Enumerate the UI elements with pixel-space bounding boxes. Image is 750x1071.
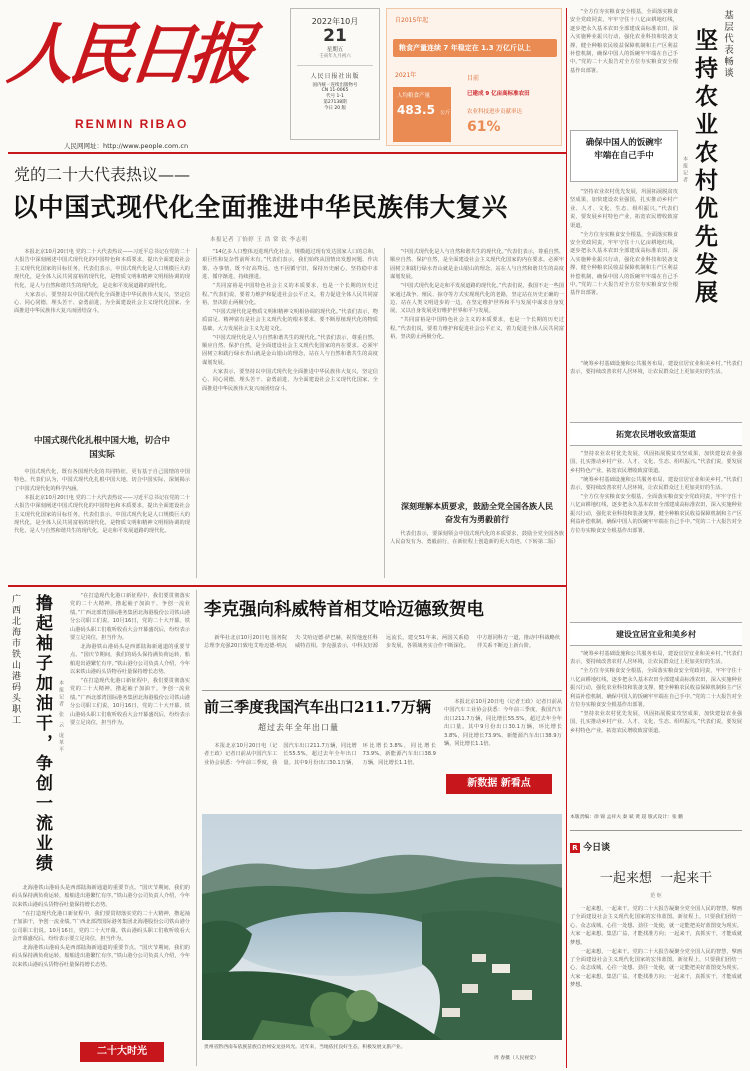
info-left-label: 人均粮食产量 [397, 93, 431, 99]
masthead-website: 人民网网址：http://www.people.com.cn [64, 142, 189, 150]
main-article-col1-b [14, 468, 190, 580]
lower-story-text [70, 592, 190, 880]
lower-para: “在打造现代化港口新征程中，我们要贯彻落实党的二十大精神，撸起袖子加油干，争创一流业绩。”广西北部湾国际港务集团北海港股份公司铁山港分公司职工们说。10月16日，党的二十大开幕。铁山港码头职工们收听收看大会开幕盛况后，纷纷表示要立足岗位，担当作为。 [12, 910, 190, 942]
side-para: “全方位夯实粮食安全根基，全面落实粮食安全党政同责，牢牢守住十八亿亩耕地红线，逐步把永久基本农田全部建成高标准农田，深入实施种业振兴行动，强化农业科技和装备支撑，健全种粮农民收益保障机制和主产区利益补偿机制，确保中国人的饭碗牢牢端在自己手中。”党的二十大报告对全方位夯实粮食安全根基作出部署。 [570, 668, 742, 708]
kq-text [204, 634, 560, 686]
masthead-rule [8, 152, 566, 154]
cn-code: CN 11-0065 [321, 88, 349, 93]
headline-kicker: 党的二十大代表热议—— [14, 165, 191, 184]
today-author: 范 炬 [650, 893, 662, 899]
landscape-photo [202, 814, 562, 1040]
kq-para: 新华社北京10月20日电 国务院总理李克强20日致电艾哈迈德·纳瓦夫·艾哈迈德·萨巴赫，祝贺他连任科威特首相。李克强表示，中科友好源远流长。建交51年来，两国关系稳步发展，各领域务实合作不断深化。中方愿同科方一道，推动中科战略伙伴关系不断迈上新台阶。 [204, 635, 560, 650]
main-article-col1 [14, 248, 190, 428]
lower-para: “在打造现代化港口新征程中，我们要贯彻落实党的二十大精神，撸起袖子加油干，争创一流业绩。”广西北部湾国际港务集团北海港股份公司铁山港分公司职工们说。10月16日，党的二十大开幕。铁山港码头职工们收听收看大会开幕盛况后，纷纷表示要立足岗位，担当作为。 [70, 678, 190, 727]
side-text-3 [570, 360, 742, 418]
trade-text-right [444, 698, 562, 768]
lower-story-text-b [12, 884, 190, 1034]
today-title: 一起来想 一起来干 [599, 871, 713, 886]
main-article-col2 [202, 248, 378, 578]
photo-credit: 周 春摄（人民视觉） [494, 1056, 539, 1061]
landscape-photo-image [202, 814, 562, 1040]
col3-para: “共同富裕是中国特色社会主义的本质要求，也是一个长期的历史过程。”代表们说，要着力维护和促进社会公平正义，着力促进全体人民共同富裕，坚决防止两极分化。 [390, 317, 564, 341]
side-box-income-text: 拓宽农民增收致富渠道 [616, 430, 696, 439]
lower-byline: 本报记者 张 云 庞革平 [58, 680, 64, 754]
masthead-pinyin: RENMIN RIBAO [75, 117, 189, 131]
side-vertical-headline: 坚持农业农村优先发展 [691, 28, 717, 308]
main-headline: 以中国式现代化全面推进中华民族伟大复兴 [12, 193, 508, 223]
today-talk [570, 840, 742, 1064]
side-para: “全方位夯实粮食安全根基，全面落实粮食安全党政同责，牢牢守住十八亿亩耕地红线，逐步把永久基本农田全部建成高标准农田，深入实施种业振兴行动，强化农业科技和装备支撑，健全种粮农民收益保障机制和主产区利益补偿机制，确保中国人的饭碗牢牢端在自己手中。”党的二十大报告对全方位夯实粮食安全根基作出部署。 [570, 9, 678, 74]
side-box-village-text: 建设宜居宜业和美乡村 [616, 630, 696, 639]
info-right-label: 目前 [467, 75, 480, 82]
lower-para: 北海港铁山港码头是西部陆海新通道的重要节点。“国庆节期间，我们的码头保持满负荷运转，船舶进出港繁忙有序。”铁山港分公司负责人介绍，今年以来铁山港码头货物吞吐量保持增长态势。 [12, 885, 190, 908]
col3-para: “中国式现代化是走和平发展道路的现代化。”代表们说，我国不走一些国家通过战争、殖民、掠夺等方式实现现代化的老路，坚定站在历史正确的一边、站在人类文明进步的一边，在坚定维护世界和平与发展中谋求自身发展，又以自身发展更好维护世界和平与发展。 [390, 283, 564, 315]
date-day: 21 [323, 26, 347, 46]
side-byline: 本报记者 [682, 156, 688, 184]
lower-kicker: 广西北海市铁山港码头职工 [10, 594, 20, 726]
side-text-1 [570, 8, 678, 126]
side-box-income [570, 422, 742, 446]
side-box-grain-text: 确保中国人的饭碗牢牢端在自己手中 [585, 138, 663, 161]
side-box-grain [570, 130, 678, 182]
side-para: “统筹乡村基础设施和公共服务布局，建设宜居宜业和美乡村。”代表们表示，要持续改善农村人居环境，让农民群众过上更加美好的生活。 [570, 361, 742, 376]
trade-para: 本报北京10月20日电（记者王政）记者日前从中国汽车工业协会获悉：今年前三季度，我国汽车出口211.7万辆，同比增长55.5%，超过去年全年出口量。其中9月份出口30.1万辆，环比增长3.8%，同比增长73.9%。新能源汽车出口38.9万辆，同比增长1.1倍。 [444, 699, 562, 748]
trade-subheadline: 超过去年全年出口量 [258, 723, 339, 732]
info-left-unit: 公斤 [440, 110, 451, 116]
main-article-col3-b [390, 530, 564, 578]
side-para: “全方位夯实粮食安全根基，全面落实粮食安全党政同责，牢牢守住十八亿亩耕地红线，逐步把永久基本农田全部建成高标准农田，深入实施种业振兴行动，强化农业科技和装备支撑，健全种粮农民收益保障机制和主产区利益补偿机制，确保中国人的饭碗牢牢端在自己手中。”党的二十大报告对全方位夯实粮食安全根基作出部署。 [570, 231, 678, 297]
col1-para: 大家表示，要坚持以中国式现代化全面推进中华民族伟大复兴，坚定信心、同心同德，埋头苦干、奋勇前进，为全面建设社会主义现代化国家、全面推进中华民族伟大复兴而团结奋斗。 [14, 291, 190, 315]
side-para: “坚持农业农村优先发展，巩固拓展脱贫攻坚成果，加快建设农业强国，扎实推动乡村产业、人才、文化、生态、组织振兴。”代表们说，要发展乡村特色产业，拓宽农民增收致富渠道。 [570, 451, 742, 474]
side-editor: 本版责编：徐 锦 孟祥夫 秦 斌 黄 超 版式设计：张 鹏 [570, 815, 683, 820]
photo-caption: 贵州省黔西南布依族苗族自治州安龙县风光。近年来，当地依托良好生态，积极发展文旅产业。 [204, 1045, 406, 1050]
twenty-congress-tag: 二十大时光 [80, 1042, 164, 1062]
headline-byline: 本报记者 丁怡婷 王 浩 常 钦 李志明 [210, 237, 308, 243]
info-left-value: 483.5 [397, 103, 435, 117]
lower-para: 北海港铁山港码头是西部陆海新通道的重要节点。“国庆节期间，我们的码头保持满负荷运转，船舶进出港繁忙有序。”铁山港分公司负责人介绍，今年以来铁山港码头货物吞吐量保持增长态势。 [12, 944, 190, 968]
trade-para: 本报北京10月20日电（记者王政）记者日前从中国汽车工业协会获悉：今年前三季度，我国汽车出口211.7万辆，同比增长55.5%，超过去年全年出口量。其中9月份出口30.1万辆，环比增长3.8%，同比增长73.9%。新能源汽车出口38.9万辆，同比增长1.1倍。 [204, 743, 436, 766]
info-top-bar [393, 39, 557, 57]
col2-para: “共同富裕是中国特色社会主义的本质要求，也是一个长期的历史过程。”代表们说，要着力维护和促进社会公平正义，着力促进全体人民共同富裕，坚决防止两极分化。 [202, 283, 378, 306]
lower-para: “在打造现代化港口新征程中，我们要贯彻落实党的二十大精神，撸起袖子加油干，争创一流业绩。”广西北部湾国际港务集团北海港股份公司铁山港分公司职工们说。10月16日，党的二十大开幕。铁山港码头职工们收听收看大会开幕盛况后，纷纷表示要立足岗位，担当作为。 [70, 593, 190, 642]
col2-para: “14亿多人口整体迈进现代化社会，规模超过现有发达国家人口的总和，艰巨性和复杂性前所未有。”代表们表示，我们始终从国情出发想问题、作决策、办事情，既不好高骛远，也不因循守旧，保持历史耐心，坚持稳中求进、循序渐进、持续推进。 [202, 249, 378, 281]
side-text-2 [570, 188, 678, 358]
side-para: “坚持农业农村优先发展，巩固拓展脱贫攻坚成果，加快建设农业强国，扎实推动乡村产业、人才、文化、生态、组织振兴。”代表们说，要发展乡村特色产业，拓宽农民增收致富渠道。 [570, 710, 742, 734]
lower-vertical-headline: 撸起袖子加油干，争创一流业绩 [32, 594, 52, 874]
info-left-card [393, 87, 451, 142]
today-para: 一起来想，一起来干。党的二十大报告凝聚全党全国人民的智慧，擘画了全面建设社会主义现代化国家的宏伟蓝图。新征程上，只要我们团结一心、众志成城，心往一处想、劲往一处使，就一定能把美好蓝图变为现实。大家一起来想，集思广益，才能找准方向；一起来干，真抓实干，才能成就梦想。 [570, 948, 742, 989]
side-text-5 [570, 650, 742, 810]
info-left-year: 2021年 [395, 72, 417, 79]
grain-infographic [386, 8, 562, 146]
col2-para: 大家表示，要坚持以中国式现代化全面推进中华民族伟大复兴，坚定信心、同心同德，埋头苦干、奋勇前进，为全面建设社会主义现代化国家、全面推进中华民族伟大复兴而团结奋斗。 [202, 368, 378, 392]
date-month: 2022年10月 [311, 17, 359, 26]
kq-headline: 李克强向科威特首相艾哈迈德致贺电 [204, 600, 484, 620]
trade-headline: 前三季度我国汽车出口211.7万辆 [204, 698, 431, 716]
trade-text [204, 742, 436, 808]
today-text [570, 905, 742, 1061]
side-box-village [570, 622, 742, 646]
col2-para: “中国式现代化是人与自然和谐共生的现代化。”代表们表示，尊重自然、顺应自然、保护自然，是全面建设社会主义现代化国家的内在要求。必须牢固树立和践行绿水青山就是金山银山的理念，站在人与自然和谐共生的高度谋划发展。 [202, 334, 378, 366]
issue-number: 第27138期 [323, 100, 347, 105]
subhead-essence: 深刻理解本质要求，鼓励全党全国各族人民奋发有为勇毅前行 [401, 502, 553, 524]
side-para: “全方位夯实粮食安全根基，全面落实粮食安全党政同责，牢牢守住十八亿亩耕地红线，逐步把永久基本农田全部建成高标准农田，深入实施种业振兴行动，强化农业科技和装备支撑，健全种粮农民收益保障机制和主产区利益补偿机制，确保中国人的饭碗牢牢端在自己手中。”党的二十大报告对全方位夯实粮食安全根基作出部署。 [570, 494, 742, 534]
lower-para: 北海港铁山港码头是西部陆海新通道的重要节点。“国庆节期间，我们的码头保持满负荷运转，船舶进出港繁忙有序。”铁山港分公司负责人介绍，今年以来铁山港码头货物吞吐量保持增长态势。 [70, 643, 190, 676]
col2-para: “中国式现代化是物质文明和精神文明相协调的现代化。”代表们表示，物质富足、精神富有是社会主义现代化的根本要求，要不断厚植现代化的物质基础，大力发展社会主义先进文化。 [202, 308, 378, 332]
side-tag: 基层代表畅谈 [722, 10, 733, 79]
info-top-label: 自2015年起 [395, 17, 429, 24]
subhead-rooted: 中国式现代化扎根中国大地，切合中国实际 [33, 436, 170, 460]
info-right-value: 61% [467, 119, 501, 135]
side-para: “坚持农业农村优先发展，巩固拓展脱贫攻坚成果，加快建设农业强国，扎实推动乡村产业、人才、文化、生态、组织振兴。”代表们说，要发展乡村特色产业，拓宽农民增收致富渠道。 [570, 189, 678, 229]
today-badge-icon: R [570, 843, 580, 853]
distribution-code: 代号 1-1 [326, 94, 344, 99]
masthead-logo: 人民日报 [4, 15, 253, 93]
info-top-text: 粮食产量连续 7 年稳定在 1.3 万亿斤以上 [399, 44, 532, 52]
page-count: 今日 20 版 [323, 106, 347, 111]
col3-para: 代表们表示，要深刻领会中国式现代化的本质要求，鼓励全党全国各族人民奋发有为、勇毅前行，在新征程上创造新的更大奇迹。（下转第二版） [390, 531, 564, 546]
today-tag-label: 今日谈 [583, 843, 611, 853]
date-weekday: 星期五 [326, 47, 344, 53]
publisher-label: 人民日报社出版 [310, 73, 360, 80]
info-right-line1: 已建成 9 亿亩高标准农田 [467, 91, 530, 97]
col1-para: 中国式现代化，既有各国现代化的共同特征，更有基于自己国情的中国特色。代表们认为，中国式现代化扎根中国大地，切合中国实际，深刻揭示了中国式现代化的科学内涵。 [14, 469, 190, 492]
col1-para: 本报北京10月20日电 党的二十大代表热议——习近平总书记在党的二十大报告中深刻阐述中国式现代化的中国特色和本质要求，提出全面建设社会主义现代化国家的目标任务。代表们表示，中国式现代化是人口规模巨大的现代化，是全体人民共同富裕的现代化，是物质文明和精神文明相协调的现代化，是人与自然和谐共生的现代化，是走和平发展道路的现代化。 [14, 494, 190, 535]
col3-para: “中国式现代化是人与自然和谐共生的现代化。”代表们表示，尊重自然、顺应自然、保护自然，是全面建设社会主义现代化国家的内在要求。必须牢固树立和践行绿水青山就是金山银山的理念，站在人与自然和谐共生的高度谋划发展。 [390, 249, 564, 281]
info-right-line2: 农业科技进步贡献率达 [467, 109, 523, 115]
today-tag [570, 840, 742, 853]
today-para: 一起来想，一起来干。党的二十大报告凝聚全党全国人民的智慧，擘画了全面建设社会主义现代化国家的宏伟蓝图。新征程上，只要我们团结一心、众志成城，心往一处想、劲往一处使，就一定能把美好蓝图变为现实。大家一起来想，集思广益，才能找准方向；一起来干，真抓实干，才能成就梦想。 [570, 906, 742, 946]
side-para: “统筹乡村基础设施和公共服务布局，建设宜居宜业和美乡村。”代表们表示，要持续改善农村人居环境，让农民群众过上更加美好的生活。 [570, 476, 742, 492]
side-text-4 [570, 450, 742, 618]
col1-para: 本报北京10月20日电 党的二十大代表热议——习近平总书记在党的二十大报告中深刻阐述中国式现代化的中国特色和本质要求，提出全面建设社会主义现代化国家的目标任务。代表们表示，中国式现代化是人口规模巨大的现代化，是全体人民共同富裕的现代化，是物质文明和精神文明相协调的现代化，是人与自然和谐共生的现代化，是走和平发展道路的现代化。 [14, 249, 190, 289]
new-data-tag: 新数据 新看点 [446, 774, 552, 794]
main-article-col3 [390, 248, 564, 496]
serial-label: 国内统一连续出版物号 [312, 83, 358, 88]
dateline-box [290, 8, 380, 140]
side-para: “统筹乡村基础设施和公共服务布局，建设宜居宜业和美乡村。”代表们表示，要持续改善农村人居环境，让农民群众过上更加美好的生活。 [570, 651, 742, 666]
date-lunar: 壬寅年九月初六 [319, 54, 351, 59]
